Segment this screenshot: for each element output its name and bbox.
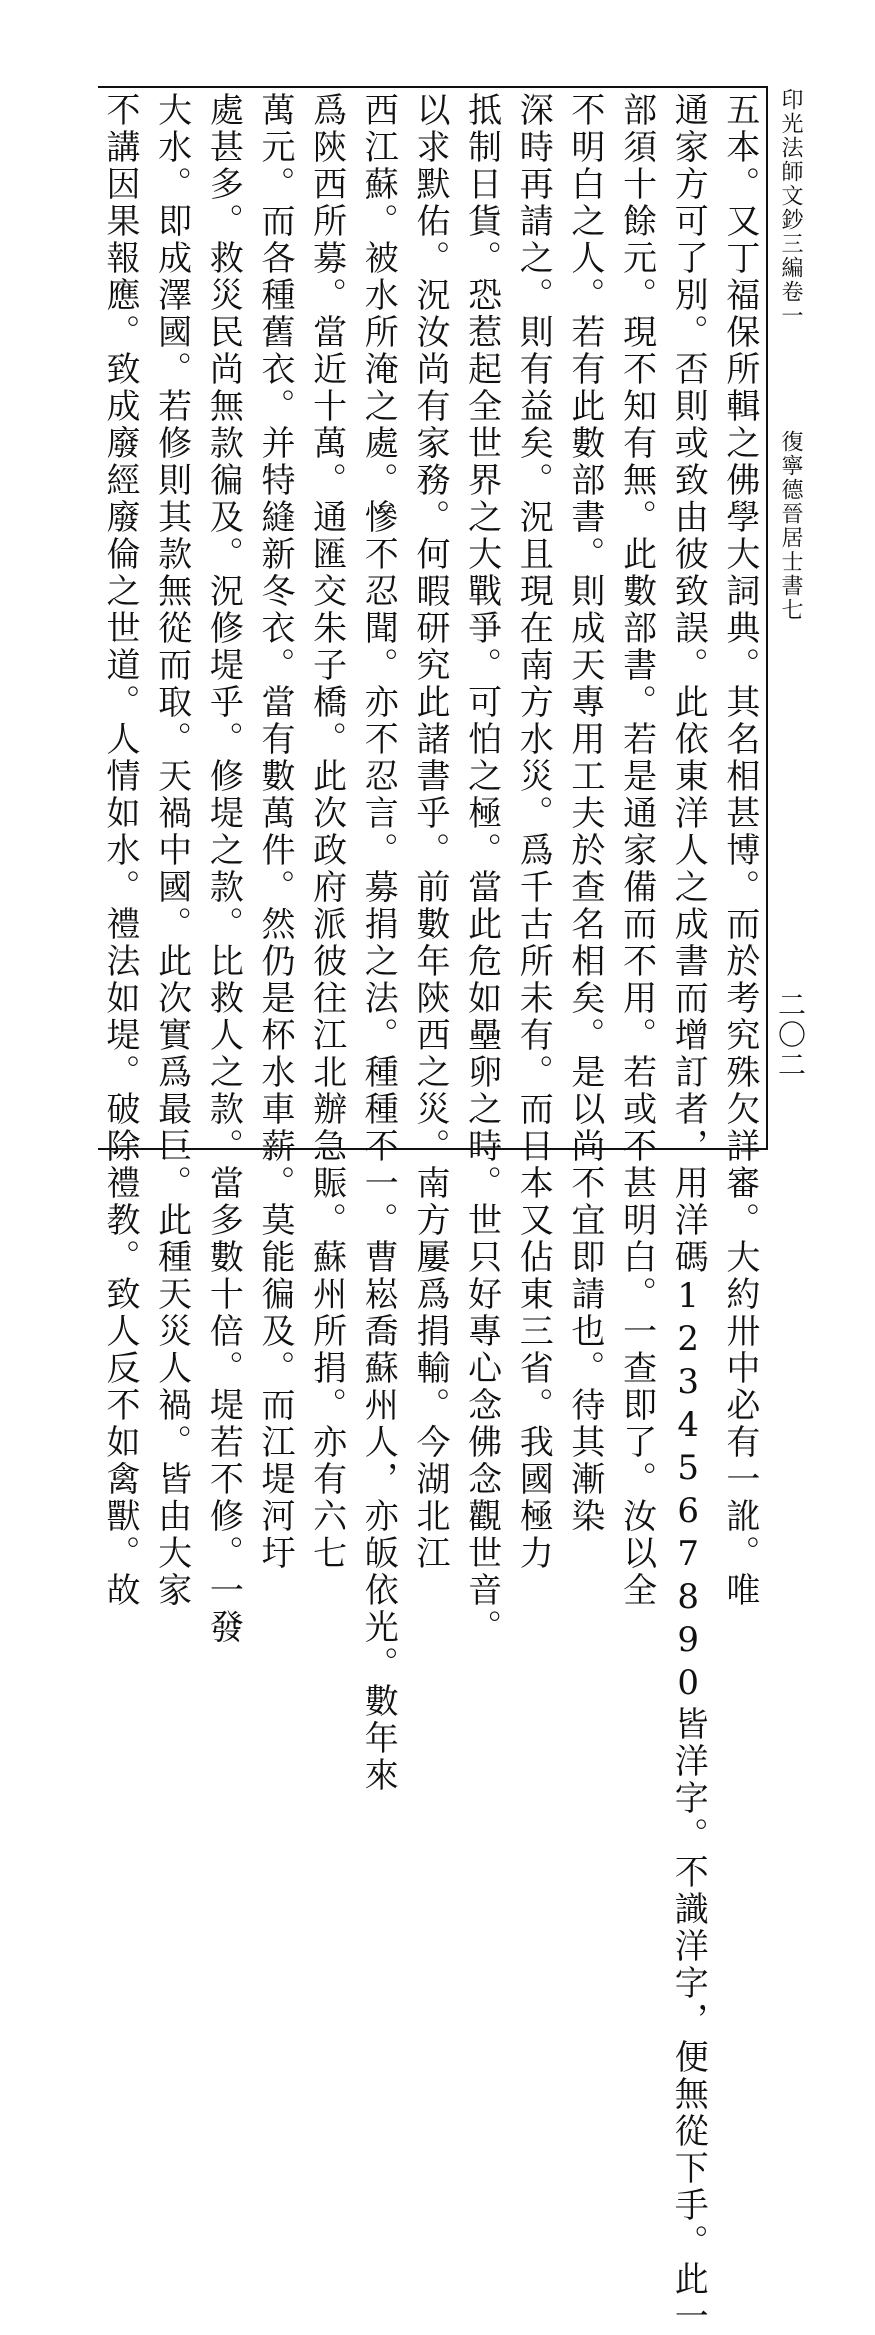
- top-border-rule: [98, 86, 768, 88]
- text-column: 萬元。而各種舊衣。并特縫新冬衣。當有數萬件。然仍是杯水車薪。莫能徧及。而江堤河圩: [254, 92, 295, 1572]
- text-column: 部須十餘元。現不知有無。此數部書。若是通家備而不用。若或不甚明白。一查即了。汝以全: [616, 92, 657, 1609]
- text-column: 西江蘇。被水所淹之處。慘不忍聞。亦不忍言。募捐之法。種種不一。曹崧喬蘇州人，亦皈依光。數年來: [358, 92, 399, 1794]
- header-divider-rule: [766, 86, 768, 1148]
- running-title: 印光法師文鈔三編卷一: [778, 88, 803, 328]
- text-column: 處甚多。救災民尚無款徧及。況修堤乎。修堤之款。比救人之款。當多數十倍。堤若不修。一發: [203, 92, 244, 1646]
- text-column: 大水。即成澤國。若修則其款無從而取。天禍中國。此次實爲最巨。此種天災人禍。皆由大家: [151, 92, 192, 1609]
- text-column: 五本。又丁福保所輯之佛學大詞典。其名相甚博。而於考究殊欠詳審。大約卅中必有一訛。唯: [719, 92, 760, 1609]
- text-column: 不講因果報應。致成廢經廢倫之世道。人情如水。禮法如堤。破除禮教。致人反不如禽獸。故: [100, 92, 140, 1609]
- text-column: 通家方可了別。否則或致由彼致誤。此依東洋人之成書而增訂者，用洋碼1234567890皆洋字。不識洋字，便無從下手。此一: [668, 92, 709, 2335]
- body-text: [98, 92, 762, 2335]
- text-column: 抵制日貨。恐惹起全世界之大戰爭。可怕之極。當此危如壘卵之時。世只好專心念佛念觀世音。: [461, 92, 502, 1646]
- text-column: 以求默佑。況汝尚有家務。何暇研究此諸書乎。前數年陝西之災。南方屢爲捐輸。今湖北江: [409, 92, 450, 1572]
- chapter-title: 復寧德晉居士書七: [778, 430, 803, 622]
- text-column: 不明白之人。若有此數部書。則成天專用工夫於查名相矣。是以尚不宜即請也。待其漸染: [564, 92, 605, 1535]
- text-column: 爲陝西所募。當近十萬。通匯交朱子橋。此次政府派彼往江北辦急賑。蘇州所捐。亦有六七: [306, 92, 347, 1572]
- page-number: 二〇二: [774, 990, 807, 1080]
- text-column: 深時再請之。則有益矣。況且現在南方水災。爲千古所未有。而日本又佔東三省。我國極力: [513, 92, 554, 1572]
